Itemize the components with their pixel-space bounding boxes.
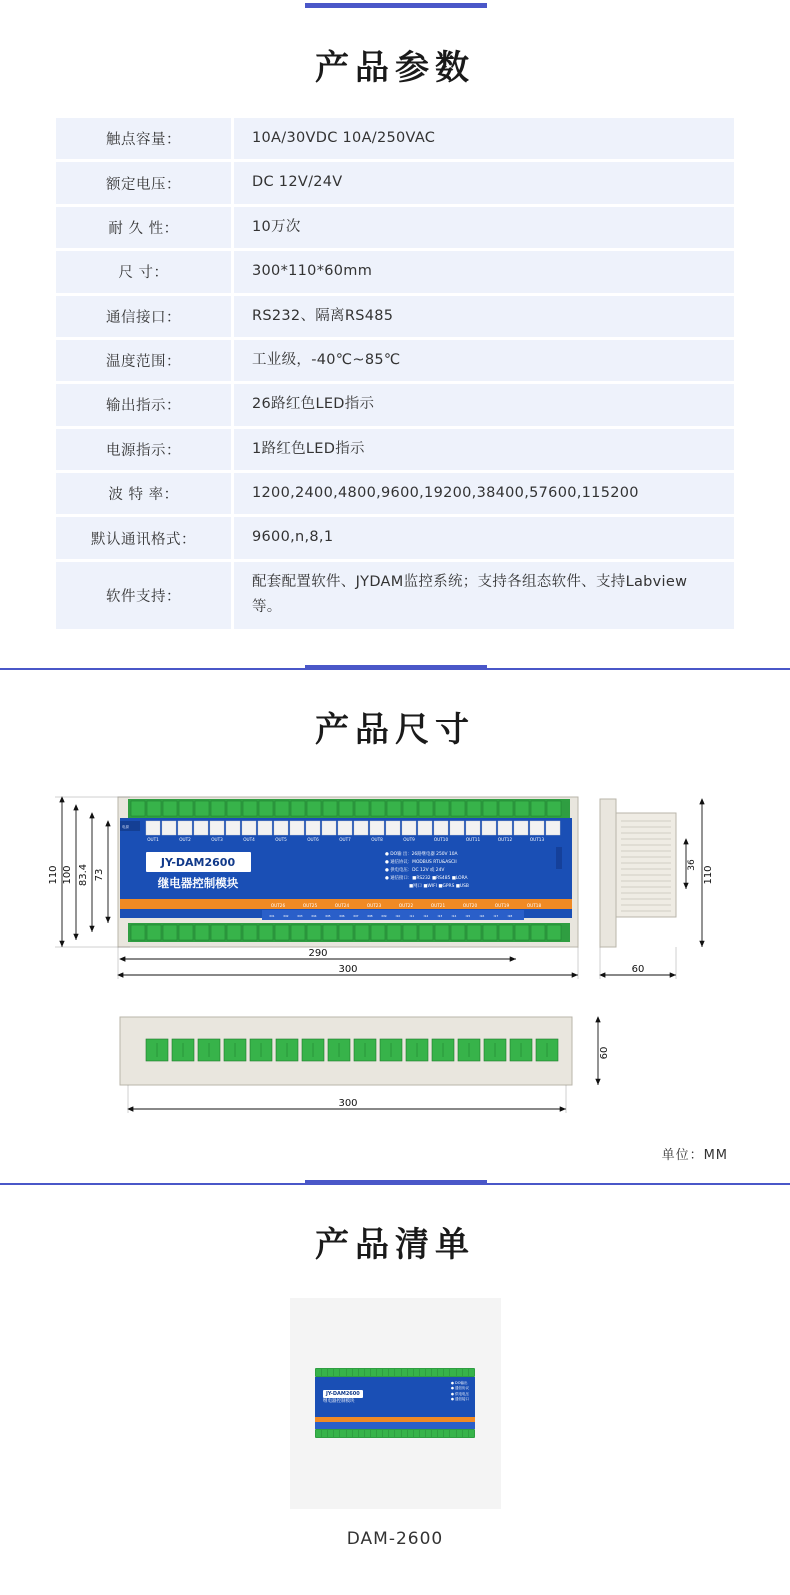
page-title-specs: 产品参数 [315, 48, 475, 88]
svg-text:IN6: IN6 [339, 913, 345, 918]
spec-key: 默认通讯格式： [56, 517, 234, 558]
svg-text:OUT7: OUT7 [339, 836, 351, 842]
svg-text:■网口 ■WIFI ■GPRS ■USB: ■网口 ■WIFI ■GPRS ■USB [409, 883, 469, 889]
svg-text:300: 300 [338, 963, 358, 975]
mini-board-model: JY-DAM2600 [323, 1390, 363, 1398]
svg-text:继电器控制模块: 继电器控制模块 [157, 875, 239, 890]
mini-board-led-strip [315, 1422, 475, 1429]
svg-text:OUT10: OUT10 [433, 836, 449, 842]
svg-text:I15: I15 [465, 913, 471, 918]
svg-text:电源: 电源 [122, 824, 129, 829]
table-row [56, 118, 734, 159]
svg-text:I12: I12 [423, 913, 429, 918]
mini-top-terminal-strip [315, 1368, 475, 1377]
spec-value: 1路红色LED指示 [234, 429, 734, 470]
svg-text:100: 100 [62, 864, 73, 885]
svg-text:290: 290 [308, 947, 328, 959]
mini-board-body [315, 1377, 475, 1417]
dimension-svg [0, 777, 790, 1177]
spec-value: 工业级，-40℃~85℃ [234, 340, 734, 381]
svg-text:OUT22: OUT22 [398, 902, 414, 908]
svg-text:OUT8: OUT8 [371, 836, 383, 842]
svg-text:OUT3: OUT3 [211, 836, 223, 842]
spec-key: 通信接口： [56, 296, 234, 337]
svg-text:OUT12: OUT12 [497, 836, 513, 842]
spec-value: 10A/30VDC 10A/250VAC [234, 118, 734, 159]
product-list-divider [0, 1177, 790, 1191]
spec-key: 尺 寸： [56, 251, 234, 292]
spec-key: 触点容量： [56, 118, 234, 159]
table-row [56, 207, 734, 248]
mini-board-spec-text: ● DO输出 ● 通信协议 ● 供电电压 ● 通信接口 [450, 1381, 469, 1401]
spec-key: 输出指示： [56, 384, 234, 425]
svg-text:I18: I18 [507, 913, 513, 918]
mini-board-subtitle: 继电器控制模块 [323, 1399, 355, 1404]
table-row [56, 251, 734, 292]
svg-text:IN7: IN7 [353, 913, 359, 918]
svg-text:● 通信接口：■RS232 ■RS485 ■LORA: ● 通信接口：■RS232 ■RS485 ■LORA [385, 875, 468, 881]
svg-text:300: 300 [338, 1097, 358, 1109]
table-row [56, 517, 734, 558]
spec-value: 1200,2400,4800,9600,19200,38400,57600,115200 [234, 473, 734, 514]
spec-value: 10万次 [234, 207, 734, 248]
svg-text:OUT13: OUT13 [529, 836, 545, 842]
spec-key: 耐 久 性： [56, 207, 234, 248]
svg-text:OUT9: OUT9 [403, 836, 415, 842]
spec-key: 电源指示： [56, 429, 234, 470]
spec-value: 26路红色LED指示 [234, 384, 734, 425]
spec-key: 波 特 率： [56, 473, 234, 514]
divider-accent-tab [305, 3, 487, 8]
svg-text:OUT2: OUT2 [179, 836, 191, 842]
unit-label: 单位：MM [661, 1147, 728, 1163]
section-dimensions [0, 662, 790, 1177]
svg-text:IN1: IN1 [269, 913, 275, 918]
section-product-list [0, 1177, 790, 1595]
page-title-dimensions: 产品尺寸 [315, 709, 475, 750]
product-caption: DAM-2600 [346, 1528, 444, 1549]
svg-text:83.4: 83.4 [78, 863, 89, 886]
svg-text:110: 110 [703, 864, 714, 885]
divider-accent-tab [305, 1180, 487, 1185]
table-row [56, 384, 734, 425]
svg-text:OUT18: OUT18 [526, 902, 542, 908]
svg-text:IN5: IN5 [325, 913, 331, 918]
svg-text:I14: I14 [451, 913, 457, 918]
spec-table [56, 115, 734, 632]
svg-text:60: 60 [631, 963, 645, 975]
spec-value: RS232、隔离RS485 [234, 296, 734, 337]
product-thumbnail [290, 1298, 501, 1509]
svg-text:● DO输 出：26路继电器 250V 10A: ● DO输 出：26路继电器 250V 10A [385, 851, 458, 857]
svg-text:IN8: IN8 [367, 913, 373, 918]
spec-key: 额定电压： [56, 162, 234, 203]
table-row [56, 162, 734, 203]
svg-text:I16: I16 [479, 913, 485, 918]
svg-text:OUT26: OUT26 [270, 902, 286, 908]
mini-bottom-terminal-strip [315, 1429, 475, 1438]
table-row [56, 429, 734, 470]
mini-board-image [315, 1368, 475, 1438]
spec-value: 配套配置软件、JYDAM监控系统；支持各组态软件、支持Labview等。 [234, 562, 734, 629]
svg-text:OUT20: OUT20 [462, 902, 478, 908]
table-row [56, 562, 734, 629]
table-row [56, 296, 734, 337]
svg-text:I11: I11 [409, 913, 415, 918]
svg-text:60: 60 [599, 1046, 610, 1059]
dimensions-divider [0, 662, 790, 676]
svg-text:● 通信协议：MODBUS RTU&ASCII: ● 通信协议：MODBUS RTU&ASCII [385, 859, 457, 865]
svg-text:OUT1: OUT1 [147, 836, 159, 842]
svg-text:OUT24: OUT24 [334, 902, 350, 908]
svg-text:IN4: IN4 [311, 913, 317, 918]
divider-accent-tab [305, 665, 487, 670]
svg-text:IN9: IN9 [381, 913, 387, 918]
table-row [56, 473, 734, 514]
svg-text:110: 110 [48, 864, 59, 885]
svg-text:IN2: IN2 [283, 913, 289, 918]
svg-text:OUT11: OUT11 [465, 836, 481, 842]
svg-text:73: 73 [94, 868, 105, 881]
section-specs [0, 0, 790, 662]
svg-text:OUT4: OUT4 [243, 836, 255, 842]
svg-text:● 供电电压：DC 12V 或 24V: ● 供电电压：DC 12V 或 24V [385, 867, 445, 873]
spec-value: 300*110*60mm [234, 251, 734, 292]
svg-text:OUT21: OUT21 [430, 902, 446, 908]
svg-text:OUT6: OUT6 [307, 836, 319, 842]
svg-text:36: 36 [687, 858, 697, 871]
svg-text:I13: I13 [437, 913, 443, 918]
table-row [56, 340, 734, 381]
top-divider [0, 0, 790, 14]
svg-text:I17: I17 [493, 913, 499, 918]
svg-text:OUT19: OUT19 [494, 902, 510, 908]
svg-text:IN3: IN3 [297, 913, 303, 918]
svg-text:OUT25: OUT25 [302, 902, 318, 908]
svg-text:OUT5: OUT5 [275, 836, 287, 842]
page-title-product-list: 产品清单 [315, 1224, 475, 1265]
spec-key: 温度范围： [56, 340, 234, 381]
dimension-drawing [0, 777, 790, 1177]
spec-value: 9600,n,8,1 [234, 517, 734, 558]
spec-value: DC 12V/24V [234, 162, 734, 203]
svg-text:OUT23: OUT23 [366, 902, 382, 908]
svg-text:I10: I10 [395, 913, 401, 918]
svg-text:JY-DAM2600: JY-DAM2600 [160, 855, 236, 869]
spec-key: 软件支持： [56, 562, 234, 629]
